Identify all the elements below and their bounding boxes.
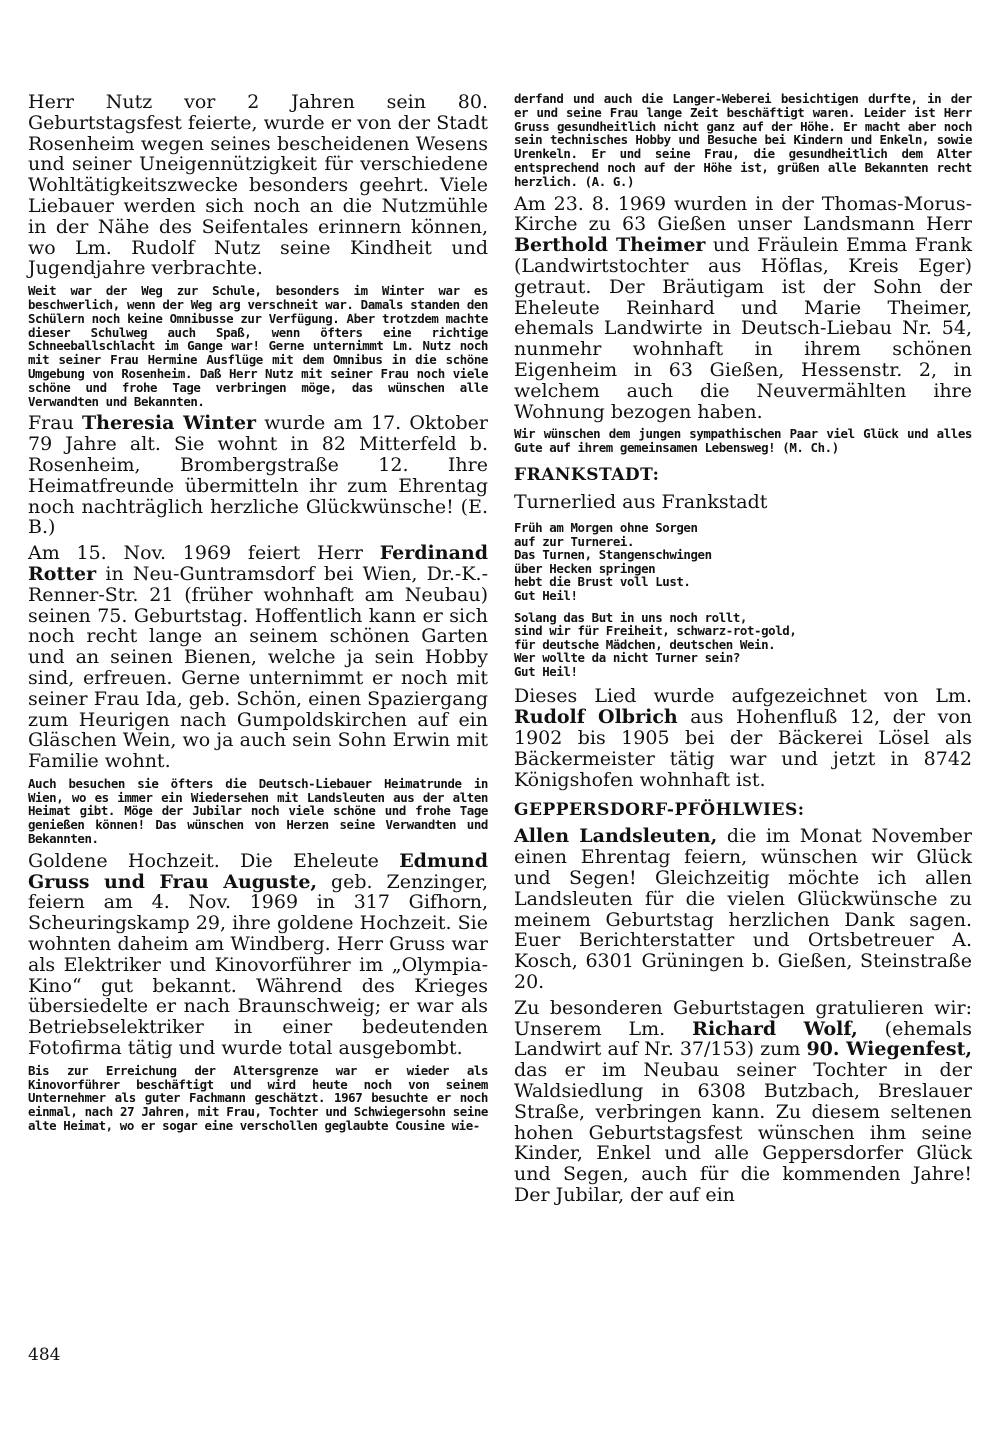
- poem-verse-1: [514, 521, 972, 603]
- verse-line: Gut Heil!: [514, 663, 578, 679]
- article-rotter-text: Am 15. Nov. 1969 feiert Herr Ferdinand Rotter in Neu-Guntramsdorf bei Wien, Dr.-K.-Renner-Str. 21 (früher wohnhaft am Neubau) seinen 75. Geburtstag. Hoffentlich kann er sich noch recht lange an seinem schönen Garten und an seinen Bienen, welche ja sein Hobby sind, erfreuen. Gerne unternimmt er noch mit seiner Frau Ida, geb. Schön, einen Spaziergang zum Heurigen nach Gumpoldskirchen auf ein Gläschen Wein, wo ja auch sein Sohn Erwin mit Familie wohnt.: [28, 542, 488, 773]
- article-theimer-text: Am 23. 8. 1969 wurden in der Thomas-Morus-Kirche zu 63 Gießen unser Landsmann Herr Berthold Theimer und Fräulein Emma Frank (Landwirtstochter aus Höflas, Kreis Eger) getraut. Der Bräutigam ist der Sohn der Eheleute Reinhard und Marie Theimer, ehemals Landwirte in Deutsch-Liebau Nr. 54, nunmehr wohnhaft in ihrem schönen Eigenheim in 63 Gießen, Hessenstr. 2, in welchem auch die Neuvermählten ihre Wohnung bezogen haben.: [514, 192, 972, 423]
- person-name: Ferdinand Rotter: [28, 542, 488, 585]
- article-nutz-note: Weit war der Weg zur Schule, besonders im Winter war es beschwerlich, wenn der Weg arg verschneit war. Damals standen den Schülern noch keine Omnibusse zur Verfügung. Aber trotzdem machte dieser Schulweg auch Spaß, wenn öfters eine richtige Schneeballschlacht im Gange war! Gerne unternimmt Lm. Nutz noch mit seiner Frau Hermine Ausflüge mit dem Omnibus in die schöne Umgebung von Rosenheim. Daß Herr Nutz mit seiner Frau noch viele schöne und frohe Tage verbringen möge, das wünschen alle Verwandten und Bekannten.: [28, 283, 488, 409]
- article-nutz-text: Herr Nutz vor 2 Jahren sein 80. Geburtstagsfest feierte, wurde er von der Stadt Rosenheim wegen seines bescheidenen Wesens und seiner Uneigennützigkeit für verschiedene Wohltätigkeitszwecke besonders geehrt. Viele Liebauer werden sich noch an die Nutzmühle in der Nähe des Seifentales erinnern können, wo Lm. Rudolf Nutz seine Kindheit und Jugendjahre verbrachte.: [28, 91, 488, 280]
- article-winter-text: Frau Theresia Winter wurde am 17. Oktober 79 Jahre alt. Sie wohnt in 82 Mitterfeld b. Rosenheim, Brombergstraße 12. Ihre Heimatfreunde übermitteln ihr zum Ehrentag noch nachträglich herzliche Glückwünsche! (E. B.): [28, 412, 488, 539]
- verse-line: Wer wollte da nicht Turner sein?: [514, 650, 740, 666]
- right-column: [514, 92, 972, 1211]
- person-name: Berthold Theimer: [514, 234, 706, 257]
- verse-line: Gut Heil!: [514, 587, 578, 603]
- poem-verse-2: [514, 611, 972, 679]
- article-gruss-text: Goldene Hochzeit. Die Eheleute Edmund Gruss und Frau Auguste, geb. Zenzinger, feiern am 4. Nov. 1969 in 317 Gifhorn, Scheuringskamp 29, ihre goldene Hochzeit. Sie wohnten daheim am Windberg. Herr Gruss war als Elektriker und Kinovorführer im „Olympia-Kino“ gut bekannt. Während des Krieges übersiedelte er nach Braunschweig; er war als Betriebselektriker in einer bedeutenden Fotofirma tätig und wurde total ausgebombt.: [28, 849, 488, 1060]
- article-wolf-text: Zu besonderen Geburtstagen gratulieren wir: Unserem Lm. Richard Wolf, (ehemals Landwirt auf Nr. 37/153) zum 90. Wiegenfest, das er im Neubau seiner Tochter in der Waldsiedlung in 6308 Butzbach, Breslauer Straße, verbringen kann. Zu diesem seltenen hohen Geburtstagsfest wünschen ihm seine Kinder, Enkel und alle Geppersdorfer Glück und Segen, auch für die kommenden Jahre! Der Jubilar, der auf ein: [514, 996, 972, 1206]
- person-name: Rudolf Olbrich: [514, 706, 678, 729]
- poem-title: Turnerlied aus Frankstadt: [514, 490, 768, 513]
- person-name: Theresia Winter: [82, 412, 257, 435]
- verse-line: über Hecken springen: [514, 560, 656, 576]
- verse-line: Solang das But in uns noch rollt,: [514, 609, 747, 625]
- verse-line: hebt die Brust voll Lust.: [514, 574, 691, 590]
- article-kosch-text: Allen Landsleuten, die im Monat November einen Ehrentag feiern, wünschen wir Glück und Segen! Gleichzeitig möchte ich allen Landsleuten für die vielen Glückwünsche zu meinem Geburtstag herzlichen Dank sagen. Euer Berichterstatter und Ortsbetreuer A. Kosch, 6301 Grüningen b. Gießen, Steinstraße 20.: [514, 825, 972, 994]
- verse-line: auf zur Turnerei.: [514, 533, 635, 549]
- section-heading-frankstadt: FRANKSTADT:: [514, 464, 660, 485]
- article-olbrich-text: Dieses Lied wurde aufgezeichnet von Lm. Rudolf Olbrich aus Hohenfluß 12, der von 1902 bis 1905 bei der Bäckerei Lösel als Bäckermeister tätig war und jetzt in 8742 Königshofen wohnhaft ist.: [514, 685, 972, 791]
- verse-line: sind wir für Freiheit, schwarz-rot-gold,: [514, 623, 797, 639]
- person-name: Edmund Gruss und Frau Auguste,: [28, 849, 488, 893]
- section-heading-geppersdorf: GEPPERSDORF-PFÖHLWIES:: [514, 800, 805, 821]
- person-name: Richard Wolf,: [692, 1017, 858, 1040]
- article-rotter-note: Auch besuchen sie öfters die Deutsch-Liebauer Heimatrunde in Wien, wo es immer ein Wiedersehen mit Landsleuten aus der alten Heimat gibt. Möge der Jubilar noch viele schöne und frohe Tage genießen können! Das wünschen von Herzen seine Verwandten und Bekannten.: [28, 775, 488, 847]
- left-column: [28, 92, 488, 1138]
- verse-line: für deutsche Mädchen, deutschen Wein.: [514, 636, 776, 652]
- occasion-bold: 90. Wiegenfest,: [806, 1038, 972, 1061]
- article-theimer-note: Wir wünschen dem jungen sympathischen Paar viel Glück und alles Gute auf ihrem gemeinsamen Lebensweg! (M. Ch.): [514, 426, 972, 456]
- verse-line: Das Turnen, Stangenschwingen: [514, 547, 712, 563]
- article-gruss-note: Bis zur Erreichung der Altersgrenze war er wieder als Kinovorführer beschäftigt und wird heute noch von seinem Unternehmer als guter Fachmann geschätzt. 1967 besuchte er noch einmal, nach 27 Jahren, mit Frau, Tochter und Schwiegersohn seine alte Heimat, wo er sogar eine verschollen geglaubte Cousine wie-: [28, 1062, 488, 1134]
- article-gruss-continued: derfand und auch die Langer-Weberei besichtigen durfte, in der er und seine Frau lange Zeit beschäftigt waren. Leider ist Herr Gruss gesundheitlich nicht ganz auf der Höhe. Er macht aber noch sein technisches Hobby und Besuche bei Kindern und Enkeln, sowie Urenkeln. Er und seine Frau, die gesundheitlich dem Alter entsprechend noch auf der Höhe ist, grüßen alle Bekannten recht herzlich. (A. G.): [514, 91, 972, 189]
- verse-line: Früh am Morgen ohne Sorgen: [514, 519, 698, 535]
- lead-phrase: Allen Landsleuten,: [514, 825, 718, 848]
- page-number: 484: [28, 1345, 61, 1365]
